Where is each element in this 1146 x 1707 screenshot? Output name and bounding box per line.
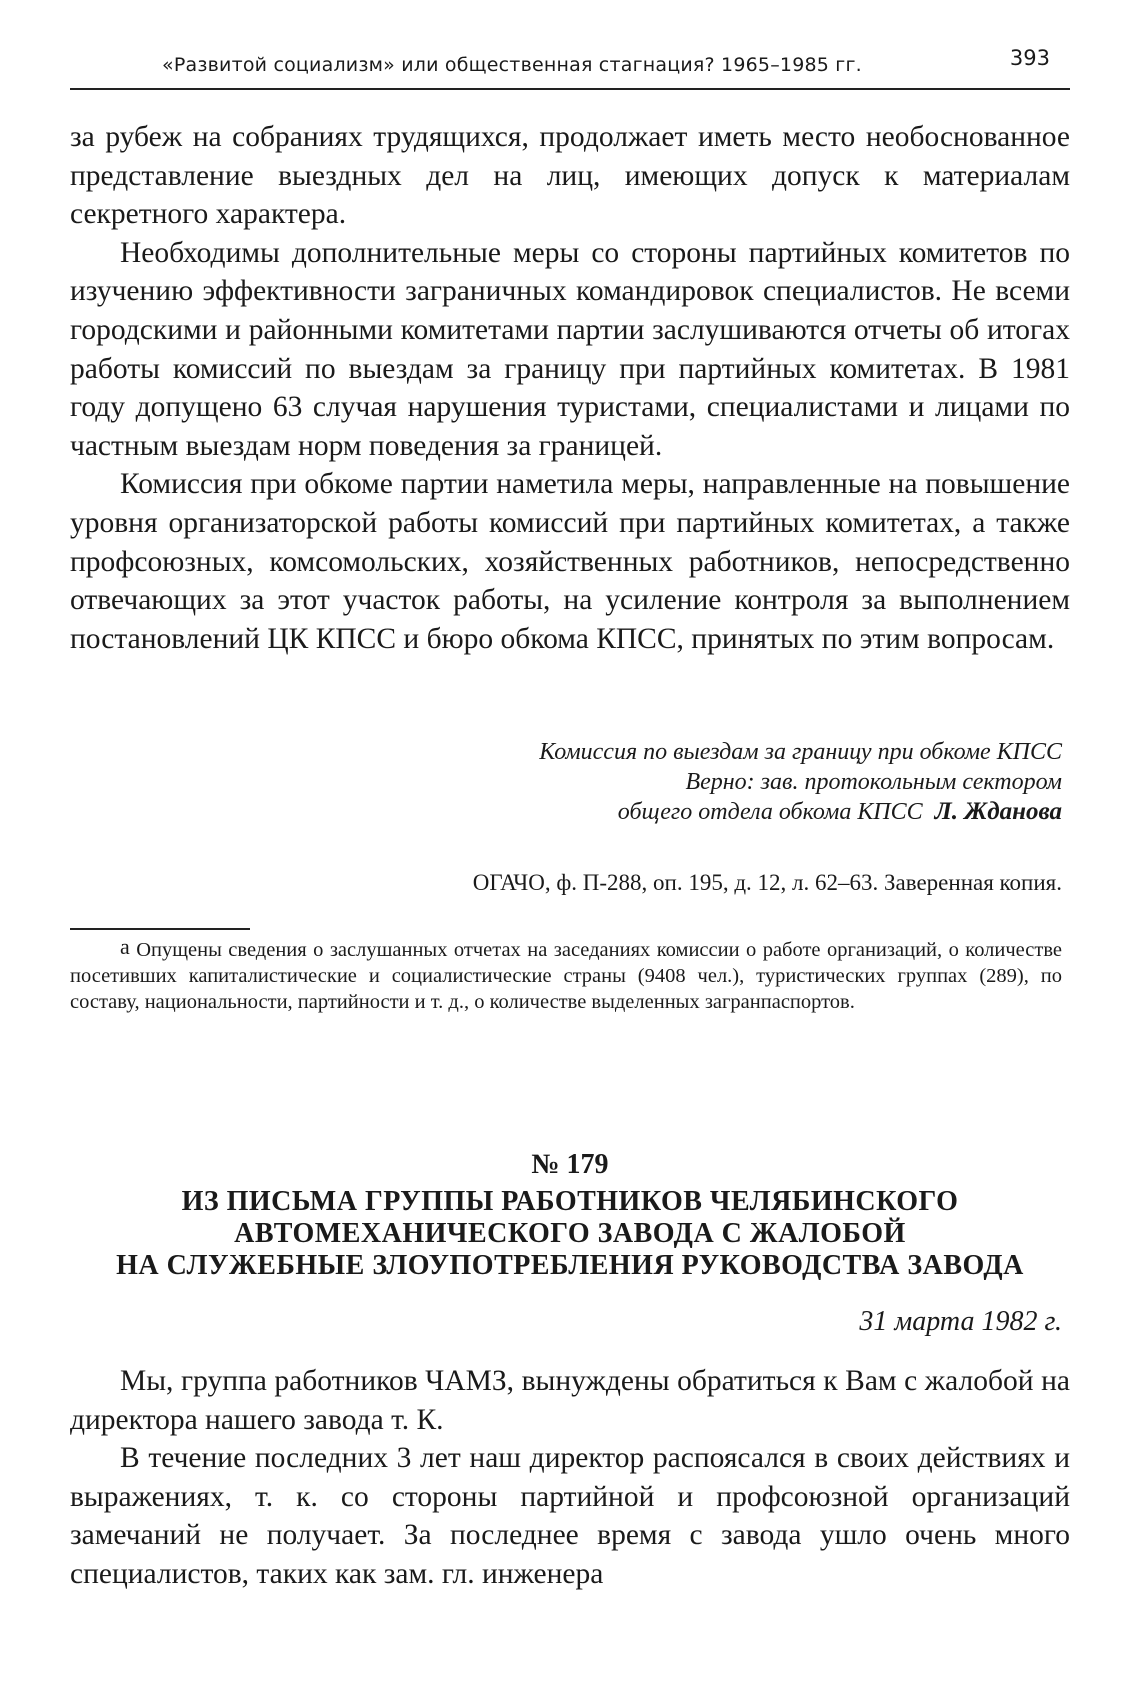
commission-line: Комиссия по выездам за границу при обкоме КПСС bbox=[539, 739, 1062, 765]
document-number: № 179 bbox=[531, 1149, 609, 1180]
footnote-divider bbox=[70, 928, 250, 930]
body-text-top bbox=[70, 118, 1070, 658]
certified-line-2 bbox=[70, 797, 1062, 827]
footnote bbox=[70, 934, 1062, 1015]
footnote-mark: а bbox=[120, 934, 130, 959]
paragraph: за рубеж на собраниях трудящихся, продолжает иметь место необоснованное представление выездных дел на лиц, имеющих допуск к материалам секретного характера. bbox=[70, 121, 1070, 231]
paragraph: В течение последних 3 лет наш директор распоясался в своих действиях и выражениях, т. к. со стороны партийной и профсоюзной организаций замечаний не получает. За последнее время с завода ушло очень много специалистов, таких как зам. гл. инженера bbox=[70, 1442, 1070, 1590]
document-title bbox=[70, 1186, 1070, 1282]
certified-line: Верно: зав. протокольным сектором bbox=[685, 769, 1062, 795]
running-header bbox=[70, 40, 1070, 90]
body-text-bottom bbox=[70, 1362, 1070, 1594]
footnote-text: Опущены сведения о заслушанных отчетах на заседаниях комиссии о работе организаций, о количестве посетивших капиталистические и социалистические страны (9408 чел.), туристических группах (289), по составу, национальности, партийности и т. д., о количестве выделенных загранпаспортов. bbox=[70, 939, 1063, 1013]
page-number: 393 bbox=[1009, 46, 1050, 70]
document-header bbox=[70, 1148, 1070, 1282]
title-line: НА СЛУЖЕБНЫЕ ЗЛОУПОТРЕБЛЕНИЯ РУКОВОДСТВА ЗАВОДА bbox=[116, 1250, 1024, 1281]
certified-dept: общего отдела обкома КПСС bbox=[617, 799, 923, 825]
running-title: «Развитой социализм» или общественная стагнация? 1965–1985 гг. bbox=[162, 54, 862, 76]
archive-reference: ОГАЧО, ф. П-288, оп. 195, д. 12, л. 62–63. Заверенная копия. bbox=[472, 870, 1062, 895]
paragraph: Необходимы дополнительные меры со стороны партийных комитетов по изучению эффективности заграничных командировок специалистов. Не всеми городскими и районными комитетами партии заслушиваются отчеты об итогах работы комиссий по выездам за границу при партийных комитетах. В 1981 году допущено 63 случая нарушения туристами, специалистами и лицами по частным выездам норм поведения за границей. bbox=[70, 236, 1070, 462]
paragraph: Мы, группа работников ЧАМЗ, вынуждены обратиться к Вам с жалобой на директора нашего завода т. К. bbox=[70, 1365, 1070, 1436]
signatory-name: Л. Жданова bbox=[934, 798, 1062, 825]
document-page bbox=[70, 0, 1070, 1707]
signature-block bbox=[70, 737, 1062, 827]
title-line: ИЗ ПИСЬМА ГРУППЫ РАБОТНИКОВ ЧЕЛЯБИНСКОГО bbox=[181, 1186, 959, 1217]
title-line: АВТОМЕХАНИЧЕСКОГО ЗАВОДА С ЖАЛОБОЙ bbox=[234, 1218, 906, 1249]
paragraph: Комиссия при обкоме партии наметила меры, направленные на повышение уровня организаторской работы комиссий при партийных комитетах, а также профсоюзных, комсомольских, хозяйственных работников, непосредственно отвечающих за этот участок работы, на усиление контроля за выполнением постановлений ЦК КПСС и бюро обкома КПСС, принятых по этим вопросам. bbox=[70, 468, 1070, 655]
document-date: 31 марта 1982 г. bbox=[859, 1306, 1062, 1337]
